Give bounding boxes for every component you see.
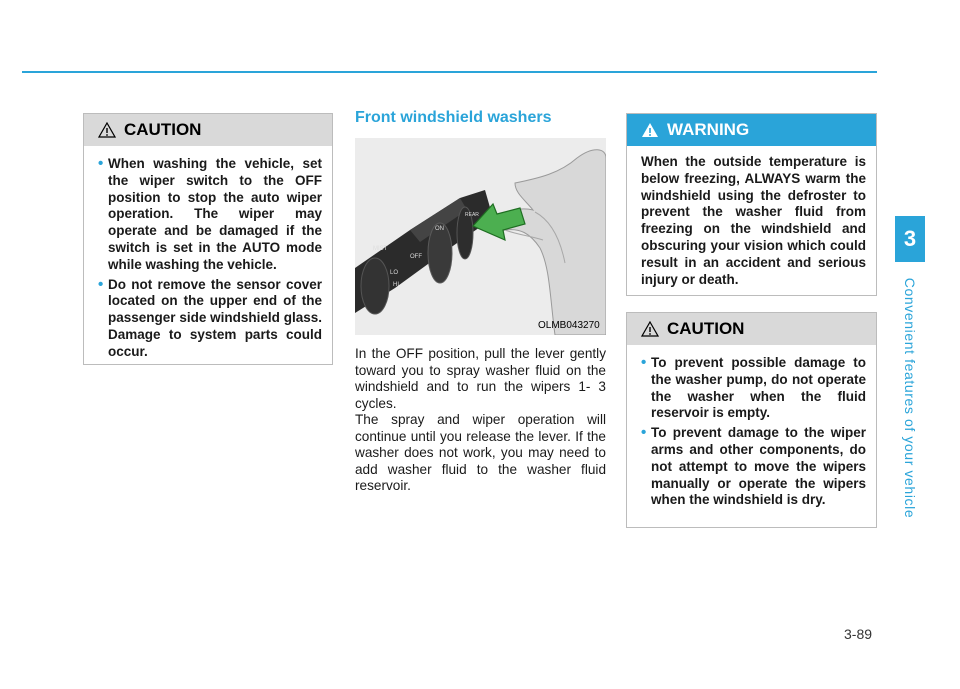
caution-header bbox=[84, 114, 332, 146]
section-title: Front windshield washers bbox=[355, 109, 552, 126]
caution-item: • Do not remove the sensor cover located on the upper end of the passenger side windshield glass. Damage to system parts could occur. bbox=[98, 277, 322, 361]
caution-item: • To prevent damage to the wiper arms and other components, do not attempt to move the wipers manually or operate the wipers when the windshield is dry. bbox=[641, 425, 866, 509]
caution-item: • To prevent possible damage to the washer pump, do not operate the washer when the fluid reservoir is empty. bbox=[641, 355, 866, 422]
label-hi: HI bbox=[393, 282, 399, 288]
caution-triangle-icon bbox=[641, 321, 659, 337]
warning-body bbox=[627, 146, 876, 288]
warning-header bbox=[627, 114, 876, 146]
caution-item: • When washing the vehicle, set the wiper switch to the OFF position to stop the auto wiper operation. The wiper may operate and be damaged if the switch is set in the AUTO mode while washing the vehicle. bbox=[98, 156, 322, 274]
chapter-title-vertical: Convenient features of your vehicle bbox=[902, 277, 918, 519]
warning-triangle-icon bbox=[641, 122, 659, 138]
caution-body bbox=[84, 146, 332, 361]
warning-text: When the outside temperature is below freezing, ALWAYS warm the windshield using the defroster to prevent the washer fluid from freezing on the windshield and obscuring your vision which could result in an accident and serious injury or death. bbox=[641, 154, 866, 287]
caution-box-left bbox=[83, 113, 333, 365]
caution-title: CAUTION bbox=[124, 120, 202, 139]
label-rear: REAR bbox=[465, 212, 479, 218]
chapter-number-tab: 3 bbox=[895, 216, 925, 262]
figure-code: OLMB043270 bbox=[538, 320, 600, 331]
caution-box-right bbox=[626, 312, 877, 528]
page-number: 3-89 bbox=[844, 626, 873, 642]
caution-triangle-icon bbox=[98, 122, 116, 138]
warning-title: WARNING bbox=[667, 120, 750, 139]
label-lo: LO bbox=[390, 270, 399, 276]
caution-body bbox=[627, 345, 876, 509]
wiper-lever-figure bbox=[355, 138, 606, 335]
label-on: ON bbox=[435, 226, 444, 232]
paragraph: In the OFF position, pull the lever gently toward you to spray washer fluid on the windshield and to run the wipers 1- 3 cycles. bbox=[355, 346, 606, 411]
caution-title: CAUTION bbox=[667, 319, 745, 338]
top-rule bbox=[22, 71, 877, 73]
label-mist: MIST bbox=[373, 246, 388, 252]
paragraph: The spray and wiper operation will continue until you release the lever. If the washer does not work, you may need to add washer fluid to the washer fluid reservoir. bbox=[355, 412, 606, 494]
label-off: OFF bbox=[410, 254, 422, 260]
caution-header bbox=[627, 313, 876, 345]
warning-box bbox=[626, 113, 877, 296]
